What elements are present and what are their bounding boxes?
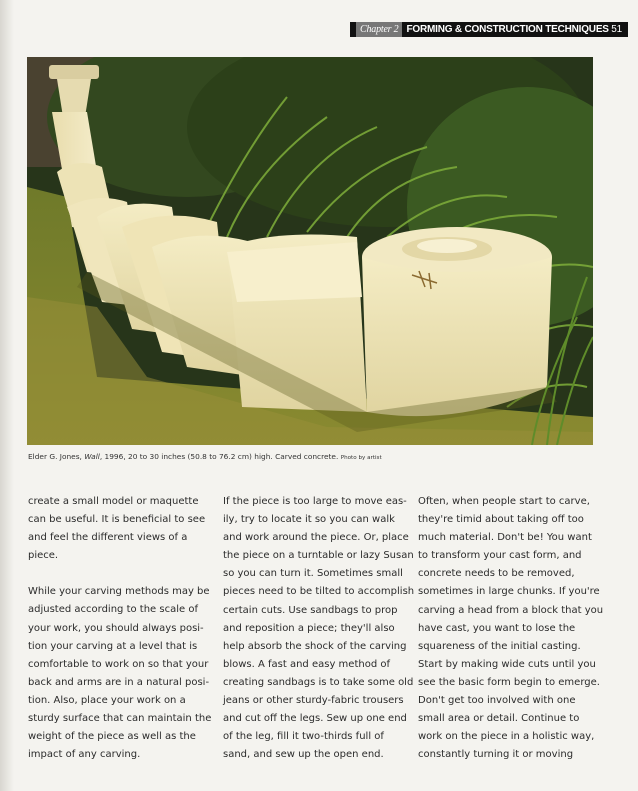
text-line: sand, and sew up the open end. — [223, 749, 384, 761]
page-number: 51 — [611, 24, 622, 35]
text-line: carving a head from a block that you — [418, 604, 604, 616]
caption-credit: Photo by artist — [340, 455, 382, 461]
text-line: much material. Don't be! You want — [418, 532, 592, 544]
text-column-1 — [28, 493, 220, 764]
text-line: small area or detail. Continue to — [418, 713, 580, 725]
text-line: piece. — [28, 550, 59, 562]
text-line: tion your carving at a level that is — [28, 640, 198, 652]
text-line: adjusted according to the scale of — [28, 604, 198, 616]
caption-artist: Elder G. Jones, — [28, 452, 85, 461]
text-line: squareness of the initial casting. — [418, 640, 581, 652]
photo-caption — [28, 452, 594, 461]
text-line: they're timid about taking off too — [418, 514, 584, 526]
text-line: creating sandbags is to take some old — [223, 676, 414, 688]
text-line: jeans or other sturdy-fabric trousers — [223, 695, 404, 707]
text-line: ily, try to locate it so you can walk — [223, 514, 395, 526]
text-line: concrete needs to be removed, — [418, 568, 575, 580]
text-line: the piece on a turntable or lazy Susan — [223, 550, 414, 562]
section-title: FORMING & CONSTRUCTION TECHNIQUES — [406, 24, 609, 35]
text-line: impact of any carving. — [28, 749, 141, 761]
text-line: help absorb the shock of the carving — [223, 640, 407, 652]
text-line: and cut off the legs. Sew up one end — [223, 713, 407, 725]
text-line: blows. A fast and easy method of — [223, 658, 390, 670]
text-line: and reposition a piece; they'll also — [223, 622, 395, 634]
text-column-2 — [223, 493, 415, 764]
text-line: certain cuts. Use sandbags to prop — [223, 604, 398, 616]
text-line: see the basic form begin to emerge. — [418, 676, 600, 688]
text-line: to transform your cast form, and — [418, 550, 582, 562]
text-line: sturdy surface that can maintain the — [28, 713, 212, 725]
text-line: your work, you should always posi- — [28, 622, 204, 634]
text-line: While your carving methods may be — [28, 586, 210, 598]
text-line: and work around the piece. Or, place — [223, 532, 409, 544]
text-line: back and arms are in a natural posi- — [28, 676, 210, 688]
sculpture-photo — [27, 57, 593, 445]
text-line: Start by making wide cuts until you — [418, 658, 596, 670]
text-line: of the leg, fill it two-thirds full of — [223, 731, 384, 743]
text-line: tion. Also, place your work on a — [28, 694, 186, 706]
page-gutter-shadow — [0, 0, 14, 791]
text-line: create a small model or maquette — [28, 496, 199, 507]
running-header — [350, 22, 628, 37]
text-line: so you can turn it. Sometimes small — [223, 568, 403, 580]
carved-concrete-wall-illustration — [27, 57, 593, 445]
text-line: have cast, you want to lose the — [418, 622, 576, 634]
chapter-label: Chapter 2 — [356, 22, 402, 37]
text-column-3 — [418, 493, 610, 764]
text-line: Often, when people start to carve, — [418, 496, 590, 507]
text-line: can be useful. It is beneficial to see — [28, 514, 206, 526]
text-line: work on the piece in a holistic way, — [418, 731, 595, 743]
text-line: pieces need to be tilted to accomplish — [223, 586, 415, 598]
text-line: Don't get too involved with one — [418, 695, 576, 707]
caption-details: , 1996, 20 to 30 inches (50.8 to 76.2 cm) high. Carved concrete. — [99, 452, 339, 461]
text-line: weight of the piece as well as the — [28, 731, 196, 743]
paragraph-gap — [28, 565, 220, 583]
text-line: comfortable to work on so that your — [28, 658, 209, 670]
text-line: and feel the different views of a — [28, 532, 188, 544]
caption-work-title: Wall — [84, 452, 100, 461]
text-line: sometimes in large chunks. If you're — [418, 586, 600, 598]
text-line: constantly turning it or moving — [418, 749, 574, 761]
text-line: If the piece is too large to move eas- — [223, 496, 407, 507]
